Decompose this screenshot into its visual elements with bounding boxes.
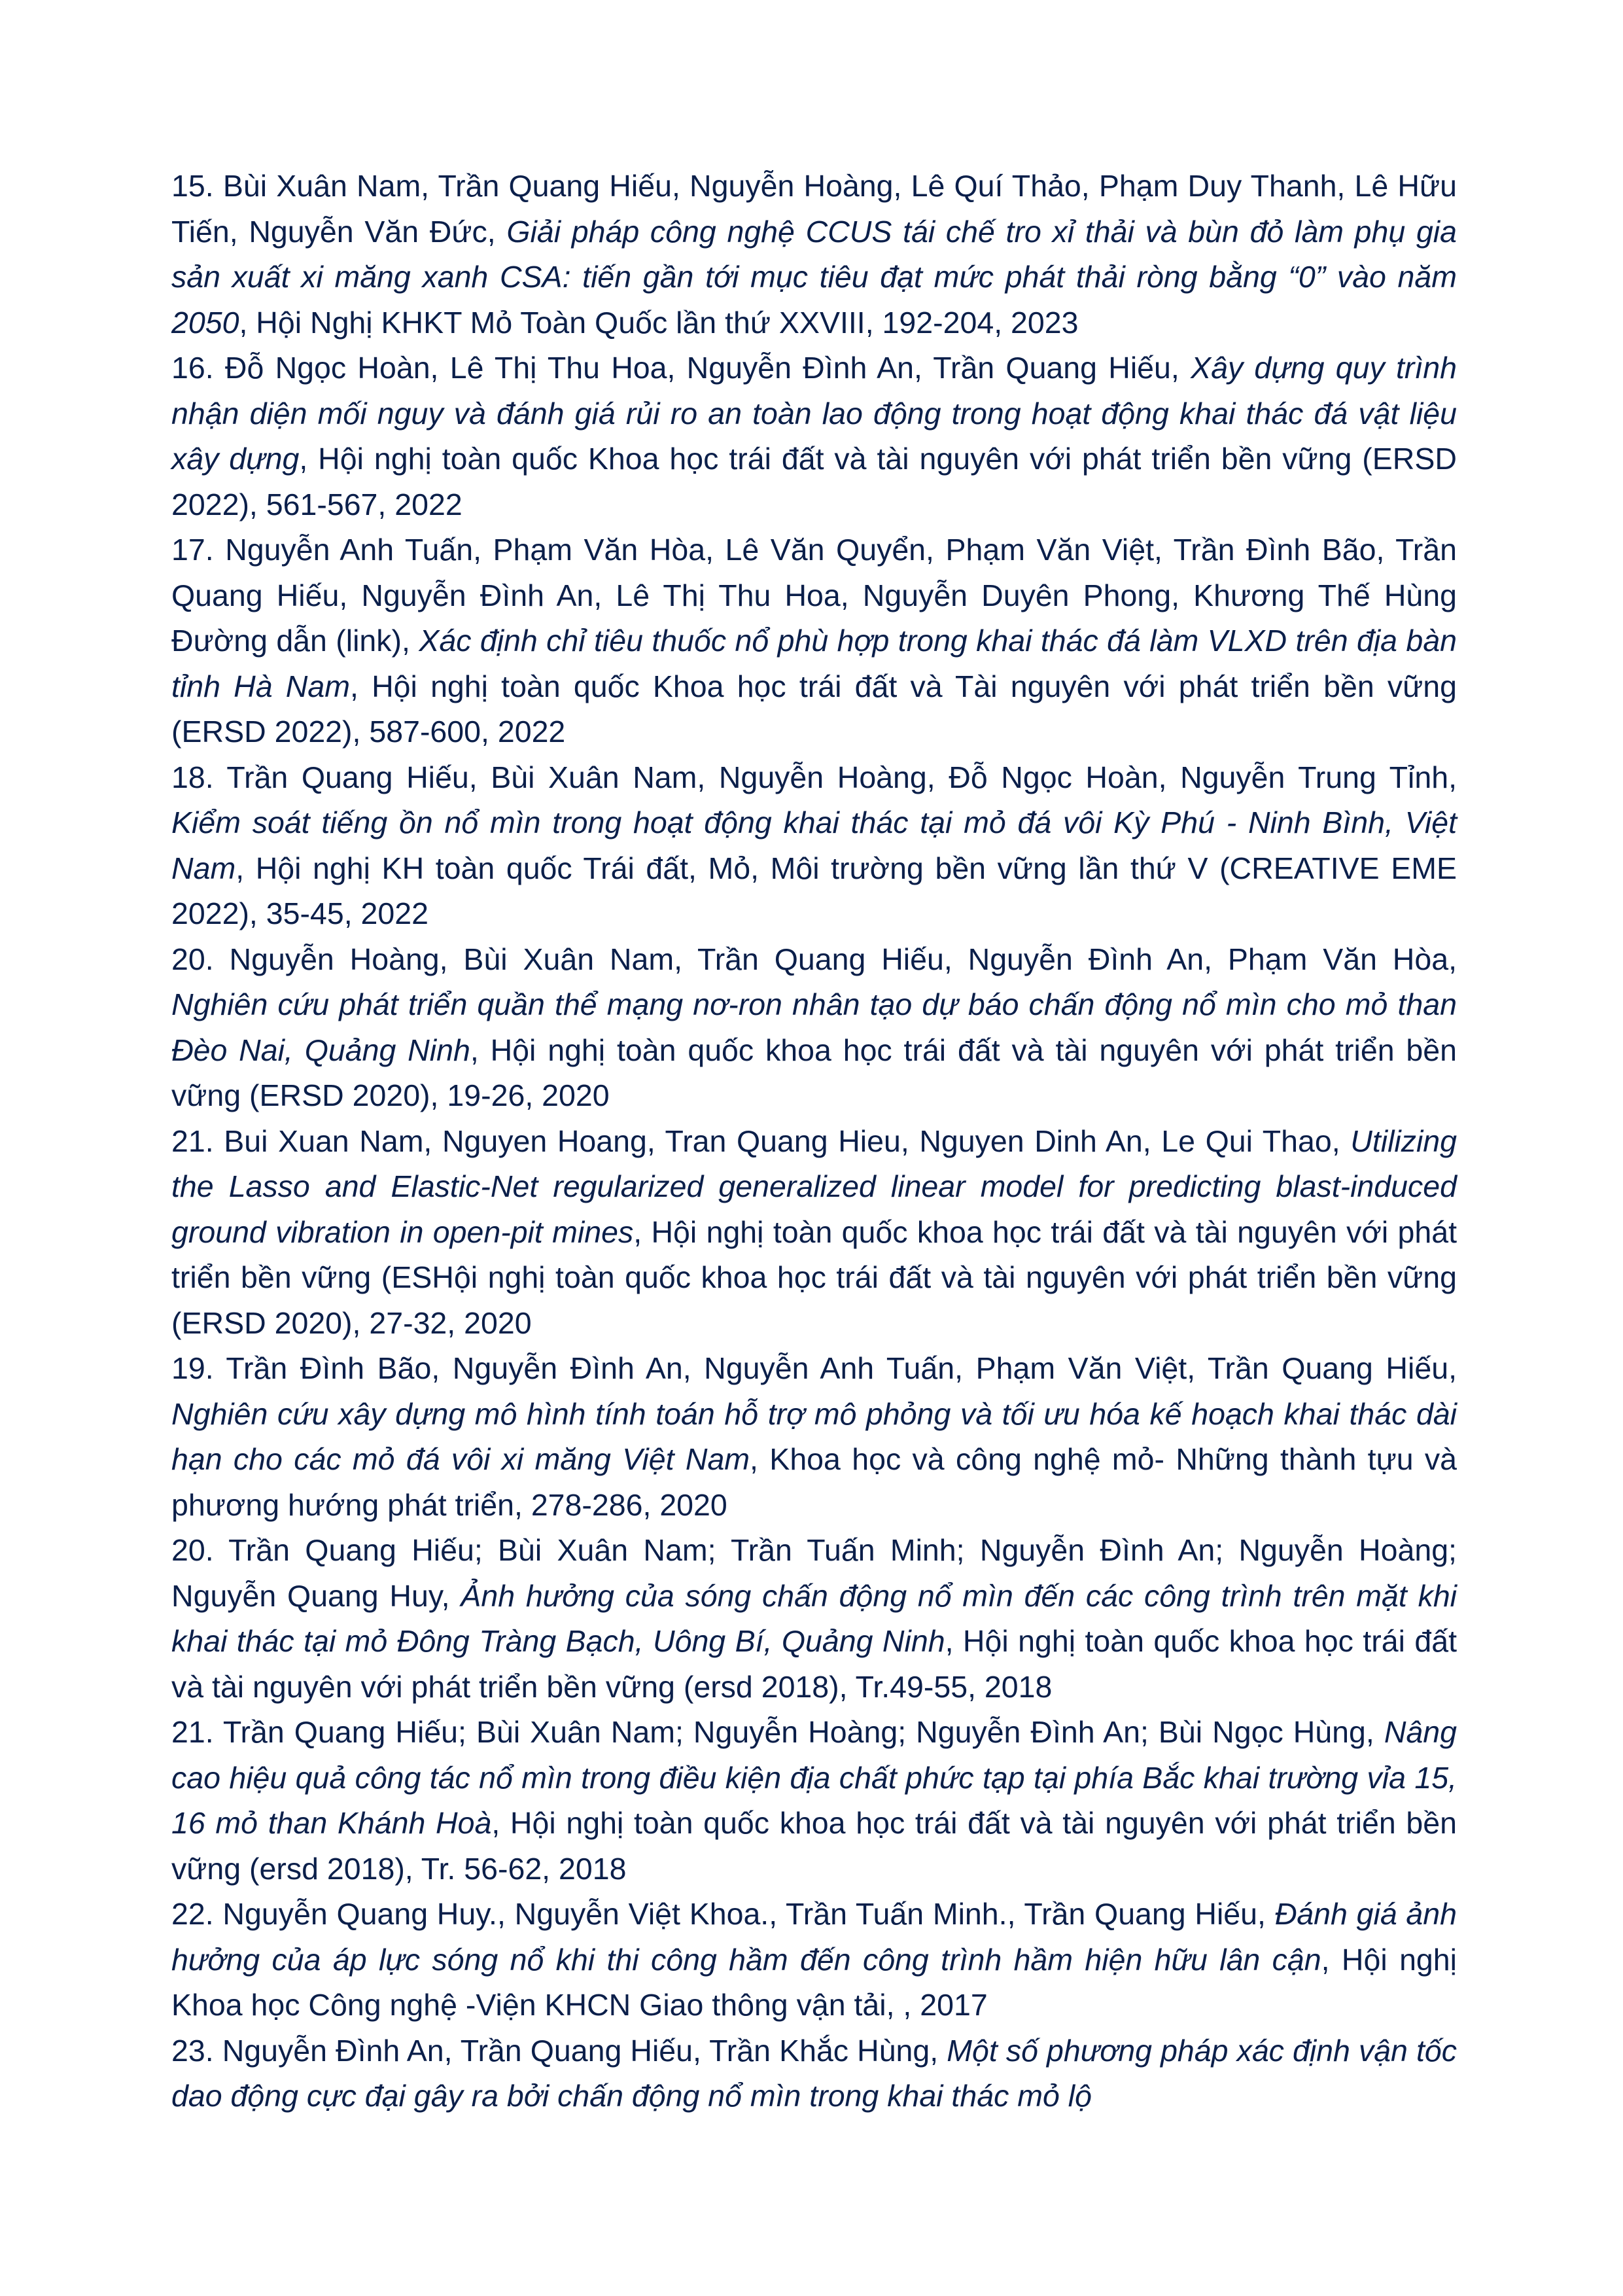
reference-venue: , Hội nghị KH toàn quốc Trái đất, Mỏ, Môi trường bền vững lần thứ V (CREATIVE EME 2022), 35-45, 2022 xyxy=(171,851,1457,930)
reference-list xyxy=(171,164,1457,2119)
reference-venue: , Hội nghị toàn quốc Khoa học trái đất và tài nguyên với phát triển bền vững (ERSD 2022), 561-567, 2022 xyxy=(171,442,1457,521)
reference-title: Nghiên cứu xây dựng mô hình tính toán hỗ trợ mô phỏng và tối ưu hóa kế hoạch khai thác dài hạn cho các mỏ đá vôi xi măng Việt Nam xyxy=(171,1396,1457,1476)
reference-item xyxy=(171,1710,1457,1892)
reference-item xyxy=(171,937,1457,1119)
reference-number: 15. xyxy=(171,169,214,203)
reference-number: 16. xyxy=(171,351,214,385)
reference-number: 20. xyxy=(171,942,214,976)
reference-title: Đánh giá ảnh hưởng của áp lực sóng nổ khi thi công hầm đến công trình hầm hiện hữu lân cận xyxy=(171,1897,1457,1977)
reference-item xyxy=(171,164,1457,345)
reference-number: 20. xyxy=(171,1533,214,1567)
reference-authors: Đỗ Ngọc Hoàn, Lê Thị Thu Hoa, Nguyễn Đình An, Trần Quang Hiếu, xyxy=(224,351,1179,385)
reference-authors: Bui Xuan Nam, Nguyen Hoang, Tran Quang Hieu, Nguyen Dinh An, Le Qui Thao, xyxy=(224,1123,1340,1158)
reference-item xyxy=(171,1528,1457,1710)
reference-authors: Trần Quang Hiếu, Bùi Xuân Nam, Nguyễn Hoàng, Đỗ Ngọc Hoàn, Nguyễn Trung Tỉnh, xyxy=(226,760,1457,794)
reference-item xyxy=(171,755,1457,937)
reference-title: Utilizing the Lasso and Elastic-Net regularized generalized linear model for predicting blast-induced ground vibration in open-pit mines xyxy=(171,1123,1457,1249)
reference-title: Nâng cao hiệu quả công tác nổ mìn trong điều kiện địa chất phức tạp tại phía Bắc khai trường vỉa 15, 16 mỏ than Khánh Hoà xyxy=(171,1715,1457,1840)
reference-authors: Nguyễn Đình An, Trần Quang Hiếu, Trần Khắc Hùng, xyxy=(222,2033,939,2068)
reference-venue: , Hội nghị toàn quốc Khoa học trái đất và Tài nguyên với phát triển bền vững (ERSD 2022), 587-600, 2022 xyxy=(171,669,1457,749)
reference-item xyxy=(171,1892,1457,2028)
reference-authors: Bùi Xuân Nam, Trần Quang Hiếu, Nguyễn Hoàng, Lê Quí Thảo, Phạm Duy Thanh, Lê Hữu Tiến, Nguyễn Văn Đức, xyxy=(171,169,1457,249)
reference-title: Xây dựng quy trình nhận diện mối nguy và đánh giá rủi ro an toàn lao động trong hoạt động khai thác đá vật liệu xây dựng xyxy=(171,351,1457,476)
reference-authors: Trần Quang Hiếu; Bùi Xuân Nam; Nguyễn Hoàng; Nguyễn Đình An; Bùi Ngọc Hùng, xyxy=(222,1715,1374,1749)
reference-title: Giải pháp công nghệ CCUS tái chế tro xỉ thải và bùn đỏ làm phụ gia sản xuất xi măng xanh CSA: tiến gần tới mục tiêu đạt mức phát thải ròng bằng “0” vào năm 2050 xyxy=(171,214,1457,340)
reference-title: Ảnh hưởng của sóng chấn động nổ mìn đến các công trình trên mặt khi khai thác tại mỏ Đông Tràng Bạch, Uông Bí, Quảng Ninh xyxy=(171,1578,1457,1658)
reference-item xyxy=(171,2028,1457,2119)
reference-authors: Nguyễn Quang Huy., Nguyễn Việt Khoa., Trần Tuấn Minh., Trần Quang Hiếu, xyxy=(222,1897,1266,1931)
reference-venue: , Hội nghị toàn quốc khoa học trái đất và tài nguyên với phát triển bền vững (ERSD 2020), 19-26, 2020 xyxy=(171,1033,1457,1112)
reference-venue: , Hội nghị Khoa học Công nghệ -Viện KHCN Giao thông vận tải, , 2017 xyxy=(171,1942,1457,2022)
reference-title: Nghiên cứu phát triển quần thể mạng nơ-ron nhân tạo dự báo chấn động nổ mìn cho mỏ than Đèo Nai, Quảng Ninh xyxy=(171,987,1457,1067)
reference-number: 22. xyxy=(171,1897,214,1931)
reference-venue: , Hội nghị toàn quốc khoa học trái đất và tài nguyên với phát triển bền vững (ersd 2018), Tr.49-55, 2018 xyxy=(171,1624,1457,1704)
reference-authors: Trần Đình Bão, Nguyễn Đình An, Nguyễn Anh Tuấn, Phạm Văn Việt, Trần Quang Hiếu, xyxy=(226,1351,1457,1385)
reference-number: 21. xyxy=(171,1715,214,1749)
reference-item xyxy=(171,1119,1457,1347)
reference-item xyxy=(171,345,1457,527)
reference-number: 23. xyxy=(171,2033,214,2068)
reference-item xyxy=(171,527,1457,755)
reference-venue: , Hội nghị toàn quốc khoa học trái đất và tài nguyên với phát triển bền vững (ESHội nghị toàn quốc khoa học trái đất và tài nguyên với phát triển bền vững (ERSD 2020), 27-32, 2020 xyxy=(171,1214,1457,1340)
reference-number: 18. xyxy=(171,760,214,794)
reference-title: Một số phương pháp xác định vận tốc dao động cực đại gây ra bởi chấn động nổ mìn trong khai thác mỏ lộ xyxy=(171,2033,1457,2113)
reference-authors: Nguyễn Hoàng, Bùi Xuân Nam, Trần Quang Hiếu, Nguyễn Đình An, Phạm Văn Hòa, xyxy=(229,942,1457,976)
reference-title: Kiểm soát tiếng ồn nổ mìn trong hoạt động khai thác tại mỏ đá vôi Kỳ Phú - Ninh Bình, Việt Nam xyxy=(171,805,1457,885)
reference-venue: , Khoa học và công nghệ mỏ- Những thành tựu và phương hướng phát triển, 278-286, 2020 xyxy=(171,1442,1457,1522)
reference-number: 19. xyxy=(171,1351,214,1385)
reference-venue: , Hội nghị toàn quốc khoa học trái đất và tài nguyên với phát triển bền vững (ersd 2018), Tr. 56-62, 2018 xyxy=(171,1806,1457,1886)
reference-item xyxy=(171,1346,1457,1528)
reference-title: Xác định chỉ tiêu thuốc nổ phù hợp trong khai thác đá làm VLXD trên địa bàn tỉnh Hà Nam xyxy=(171,624,1457,703)
reference-authors: Nguyễn Anh Tuấn, Phạm Văn Hòa, Lê Văn Quyển, Phạm Văn Việt, Trần Đình Bão, Trần Quang Hiếu, Nguyễn Đình An, Lê Thị Thu Hoa, Nguyễn Duyên Phong, Khương Thế Hùng Đường dẫn (link), xyxy=(171,533,1457,658)
reference-number: 17. xyxy=(171,533,214,567)
reference-number: 21. xyxy=(171,1123,214,1158)
reference-venue: , Hội Nghị KHKT Mỏ Toàn Quốc lần thứ XXVIII, 192-204, 2023 xyxy=(239,305,1079,340)
reference-authors: Trần Quang Hiếu; Bùi Xuân Nam; Trần Tuấn Minh; Nguyễn Đình An; Nguyễn Hoàng; Nguyễn Quang Huy, xyxy=(171,1533,1457,1613)
